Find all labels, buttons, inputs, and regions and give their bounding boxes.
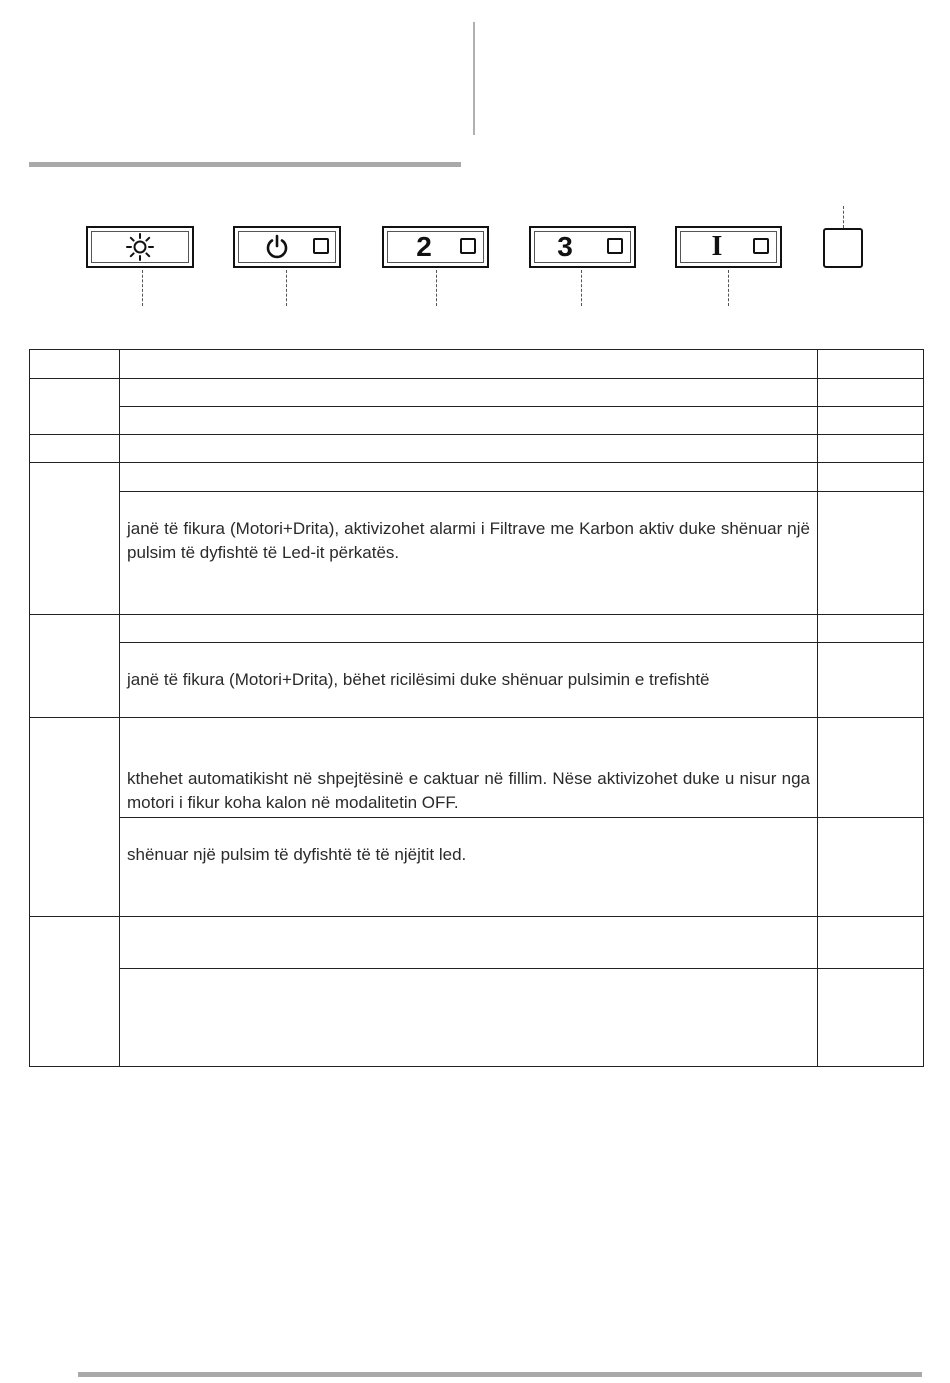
table-row: [30, 463, 924, 492]
table-cell: [120, 350, 818, 379]
table-header-row: [30, 350, 924, 379]
intensive-speed-text: kthehet automatikisht në shpejtësinë e caktuar në fillim. Nëse aktivizohet duke u nisur nga motori i fikur koha kalon në modalitetin OFF.: [127, 769, 810, 812]
table-cell: [120, 407, 818, 435]
carbon-filter-alarm-text: janë të fikura (Motori+Drita), aktivizohet alarmi i Filtrave me Karbon aktiv duke shënuar një pulsim të dyfishtë të Led-it përkatës.: [127, 519, 810, 562]
table-cell: [120, 492, 818, 615]
double-pulse-text: shënuar një pulsim të dyfishtë të të njëjtit led.: [127, 845, 467, 864]
power-button[interactable]: [233, 226, 341, 268]
table-row: [30, 818, 924, 917]
table-cell: [818, 492, 924, 615]
table-row: [30, 492, 924, 615]
leader-line-led: [843, 206, 844, 228]
table-cell: [818, 379, 924, 407]
table-row: [30, 615, 924, 643]
intensive-button[interactable]: [675, 226, 782, 268]
table-cell: [120, 818, 818, 917]
speed-2-led: [460, 238, 476, 254]
intensive-label: I: [711, 231, 723, 262]
table-cell: [30, 718, 120, 917]
table-cell: [120, 917, 818, 969]
speed-2-button[interactable]: [382, 226, 489, 268]
table-cell: [818, 818, 924, 917]
table-row: [30, 379, 924, 407]
light-button[interactable]: [86, 226, 194, 268]
table-cell: [120, 643, 818, 718]
leader-line-power: [286, 270, 287, 306]
standalone-led: [823, 228, 863, 268]
reset-text: janë të fikura (Motori+Drita), bëhet ricilësimi duke shënuar pulsimin e trefishtë: [127, 670, 710, 689]
table-cell: [120, 969, 818, 1067]
sun-icon: [88, 228, 192, 266]
table-row: [30, 917, 924, 969]
table-cell: [30, 350, 120, 379]
table-cell: [818, 463, 924, 492]
speed-3-label: 3: [557, 231, 573, 262]
table-row: [30, 718, 924, 818]
section-rule-top: [29, 162, 461, 167]
table-cell: [818, 615, 924, 643]
leader-line-intensive: [728, 270, 729, 306]
speed-2-label: 2: [416, 231, 432, 262]
table-row: [30, 435, 924, 463]
table-cell: [30, 917, 120, 1067]
table-cell: [818, 350, 924, 379]
table-cell: [120, 379, 818, 407]
table-cell: [120, 615, 818, 643]
table-cell: [30, 379, 120, 435]
table-cell: [120, 435, 818, 463]
table-cell: [818, 917, 924, 969]
column-divider-line: [473, 22, 475, 135]
table-cell: [818, 435, 924, 463]
table-cell: [818, 969, 924, 1067]
table-cell: [818, 718, 924, 818]
function-table: [29, 349, 924, 1067]
table-cell: [120, 463, 818, 492]
power-icon: [257, 228, 297, 266]
table-cell: [818, 643, 924, 718]
table-cell: [30, 435, 120, 463]
leader-line-light: [142, 270, 143, 306]
table-cell: [818, 407, 924, 435]
table-cell: [30, 463, 120, 615]
speed-3-button[interactable]: [529, 226, 636, 268]
table-row: [30, 643, 924, 718]
leader-line-speed-3: [581, 270, 582, 306]
table-row: [30, 407, 924, 435]
table-cell: [120, 718, 818, 818]
intensive-led: [753, 238, 769, 254]
table-cell: [30, 615, 120, 718]
table-row: [30, 969, 924, 1067]
speed-3-led: [607, 238, 623, 254]
footer-rule: [78, 1372, 922, 1377]
power-led: [313, 238, 329, 254]
leader-line-speed-2: [436, 270, 437, 306]
